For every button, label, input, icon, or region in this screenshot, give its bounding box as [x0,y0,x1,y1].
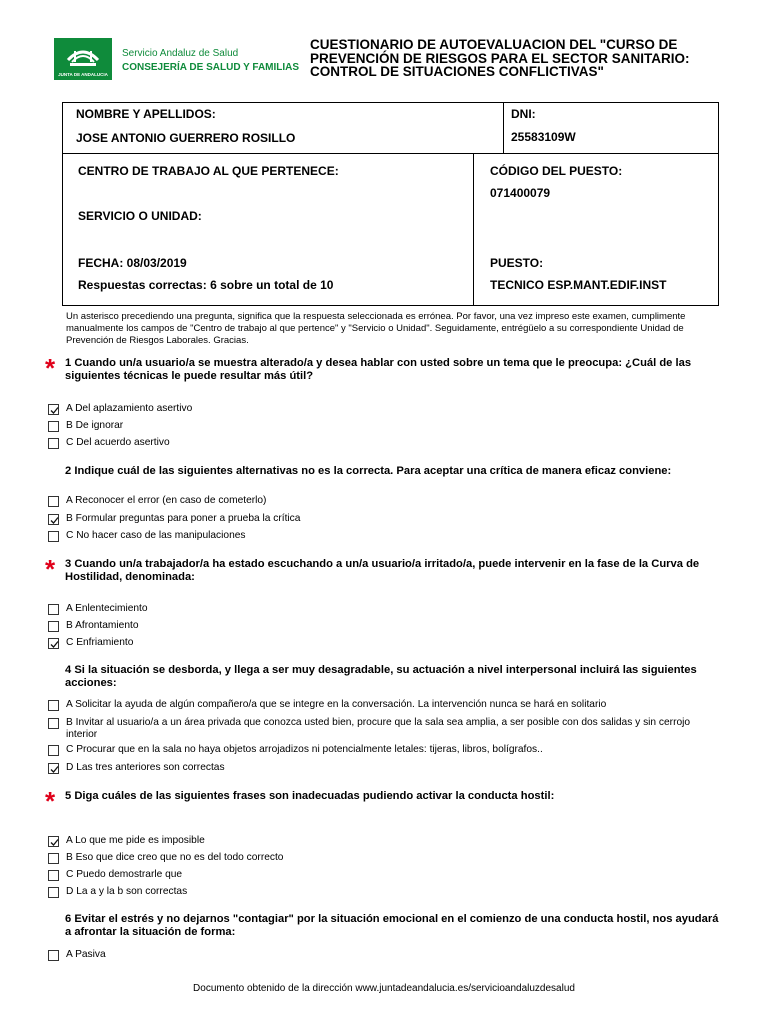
checkbox-icon[interactable] [48,421,59,432]
puesto-label: PUESTO: [490,256,544,270]
codigo-value: 071400079 [490,186,551,200]
answer-option-label: B Afrontamiento [66,620,139,631]
checked-checkbox-icon[interactable] [48,836,59,847]
checkbox-icon[interactable] [48,853,59,864]
answer-option[interactable] [48,403,728,417]
answer-option-label: C Enfriamiento [66,637,134,648]
checkbox-icon[interactable] [48,950,59,961]
answer-option-label: A Reconocer el error (en caso de cometerlo) [66,495,267,506]
checked-checkbox-icon[interactable] [48,638,59,649]
question-text: 2 Indique cuál de las siguientes alternativas no es la correcta. Para aceptar una crítica de manera eficaz conviene: [65,465,672,477]
answer-option-label: C No hacer caso de las manipulaciones [66,530,246,541]
answer-option-label: A Pasiva [66,949,106,960]
answer-option[interactable] [48,886,728,900]
checkbox-icon[interactable] [48,621,59,632]
checkbox-icon[interactable] [48,438,59,449]
workplace-box [62,153,719,306]
document-title: CUESTIONARIO DE AUTOEVALUACION DEL "CURSO DE PREVENCIÓN DE RIESGOS PARA EL SECTOR SANITARIO: CONTROL DE SITUACIONES CONFLICTIVAS" [310,37,690,79]
wrong-answer-star-icon: * [45,554,56,584]
answer-option[interactable] [48,699,728,713]
servicio-label: SERVICIO O UNIDAD: [78,209,202,223]
checked-checkbox-icon[interactable] [48,514,59,525]
answer-option-label: A Enlentecimiento [66,603,148,614]
answer-option[interactable] [48,495,728,509]
question-text: 6 Evitar el estrés y no dejarnos "contagiar" por la situación emocional en el comienzo de una conducta hostil, nos ayudará a afrontar la situación de forma: [65,913,719,938]
dni-value: 25583109W [511,130,576,144]
answer-option[interactable] [48,762,728,776]
answer-option-label: C Del acuerdo asertivo [66,437,170,448]
checkbox-icon[interactable] [48,745,59,756]
answer-option-label: A Solicitar la ayuda de algún compañero/a que se integre en la conversación. La intervención nunca se hará en solitario [66,699,607,710]
answer-option-label: A Lo que me pide es imposible [66,835,205,846]
sas-logo [54,38,300,82]
question-text: 4 Si la situación se desborda, y llega a ser muy desagradable, su actuación a nivel interpersonal incluirá las siguientes acciones: [65,664,697,689]
dni-label: DNI: [511,107,536,121]
puesto-value: TECNICO ESP.MANT.EDIF.INST [490,278,667,292]
answer-option[interactable] [48,949,728,963]
question-text: 3 Cuando un/a trabajador/a ha estado escuchando a un/a usuario/a irritado/a, puede intervenir en la fase de la Curva de Hostilidad, denominada: [65,558,700,583]
footer-source: Documento obtenido de la dirección www.juntadeandalucia.es/servicioandaluzdesalud [193,983,575,994]
answer-option[interactable] [48,852,728,866]
answer-option[interactable] [48,530,728,544]
answer-option-label: B Formular preguntas para poner a prueba la crítica [66,513,301,524]
checked-checkbox-icon[interactable] [48,763,59,774]
checked-checkbox-icon[interactable] [48,404,59,415]
respuestas-correctas: Respuestas correctas: 6 sobre un total de 10 [78,278,334,292]
answer-option[interactable] [48,869,728,883]
junta-andalucia-emblem [54,38,112,80]
notice-text: Un asterisco precediendo una pregunta, significa que la respuesta seleccionada es errónea. Por favor, una vez impreso este examen, cumplimente manualmente los campos de "Centro de trabajo al que pertence" y "Servicio o Unidad". Seguidamente, entrégüelo a su correspondiente Unidad de Prevención de Riesgos Laborales. Gracias. [66,311,686,346]
checkbox-icon[interactable] [48,870,59,881]
wrong-answer-star-icon: * [45,786,56,816]
fecha: FECHA: 08/03/2019 [78,256,187,270]
answer-option[interactable] [48,603,728,617]
name-dni-box [62,102,719,154]
answer-option-label: B Eso que dice creo que no es del todo correcto [66,852,284,863]
answer-option-label: C Puedo demostrarle que [66,869,183,880]
name-label: NOMBRE Y APELLIDOS: [76,107,216,121]
question-text: 5 Diga cuáles de las siguientes frases son inadecuadas pudiendo activar la conducta hostil: [65,790,555,802]
question-text: 1 Cuando un/a usuario/a se muestra alterado/a y desea hablar con usted sobre un tema que le preocupa: ¿Cuál de las siguientes técnicas le puede resultar más útil? [65,357,692,382]
checkbox-icon[interactable] [48,604,59,615]
answer-option[interactable] [48,744,728,758]
checkbox-icon[interactable] [48,718,59,729]
answer-option[interactable] [48,513,728,527]
logo-line2: CONSEJERÍA DE SALUD Y FAMILIAS [122,62,300,73]
checkbox-icon[interactable] [48,700,59,711]
wrong-answer-star-icon: * [45,353,56,383]
answer-option[interactable] [48,717,728,740]
answer-option-label: D Las tres anteriores son correctas [66,762,225,773]
checkbox-icon[interactable] [48,887,59,898]
name-value: JOSE ANTONIO GUERRERO ROSILLO [76,131,296,145]
answer-option[interactable] [48,437,728,451]
answer-option[interactable] [48,420,728,434]
answer-option-label: C Procurar que en la sala no haya objetos arrojadizos ni potencialmente letales: tijeras, libros, bolígrafos.. [66,744,543,755]
answer-option[interactable] [48,620,728,634]
checkbox-icon[interactable] [48,531,59,542]
emblem-text: JUNTA DE ANDALUCIA [58,72,108,77]
answer-option-label: B De ignorar [66,420,124,431]
checkbox-icon[interactable] [48,496,59,507]
answer-option-label: B Invitar al usuario/a a un área privada que conozca usted bien, procure que la sala sea amplia, a ser posible con dos salidas y sin cerrojo interior [66,717,691,740]
logo-line1: Servicio Andaluz de Salud [122,48,239,59]
centro-label: CENTRO DE TRABAJO AL QUE PERTENECE: [78,164,339,178]
codigo-label: CÓDIGO DEL PUESTO: [490,164,623,178]
answer-option-label: D La a y la b son correctas [66,886,188,897]
answer-option[interactable] [48,637,728,651]
answer-option[interactable] [48,835,728,849]
answer-option-label: A Del aplazamiento asertivo [66,403,193,414]
